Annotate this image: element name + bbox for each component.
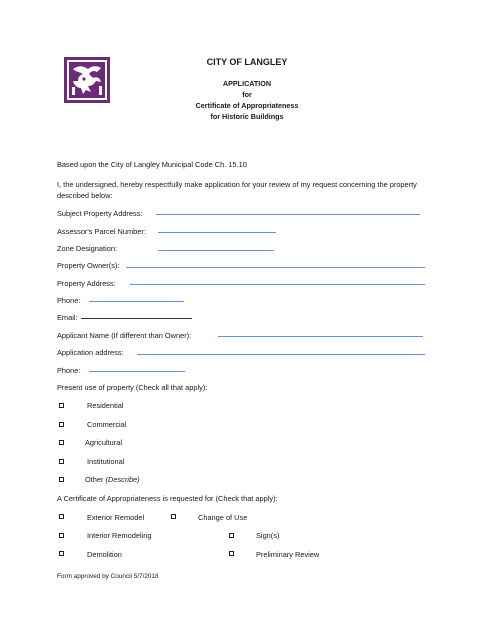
- exterior-remodel-label: Exterior Remodel: [87, 513, 145, 522]
- applicant-name-label: Applicant Name (If different than Owner):: [57, 331, 192, 340]
- residential-checkbox[interactable]: [59, 403, 64, 408]
- other-checkbox[interactable]: [59, 477, 64, 482]
- phone-label: Phone:: [57, 296, 81, 305]
- application-address-label: Application address:: [57, 348, 124, 357]
- phone-field[interactable]: [89, 301, 184, 302]
- phone2-label: Phone:: [57, 366, 81, 375]
- signs-checkbox[interactable]: [229, 533, 234, 538]
- institutional-checkbox[interactable]: [59, 459, 64, 464]
- preliminary-review-label: Preliminary Review: [256, 550, 320, 559]
- property-address-field[interactable]: [130, 284, 425, 285]
- subject-address-field[interactable]: [156, 214, 420, 215]
- applicant-name-field[interactable]: [218, 336, 423, 337]
- zone-label: Zone Designation:: [57, 244, 117, 253]
- parcel-number-field[interactable]: [158, 232, 276, 233]
- signs-label: Sign(s): [256, 531, 280, 540]
- historic-title: for Historic Buildings: [210, 112, 284, 121]
- city-seal-logo: [64, 57, 110, 103]
- interior-remodeling-label: Interior Remodeling: [87, 531, 152, 540]
- application-statement: I, the undersigned, hereby respectfully make application for your review of my request concerning the property described below:: [57, 180, 417, 200]
- for-text: for: [242, 90, 252, 99]
- certificate-title: Certificate of Appropriateness: [195, 101, 299, 110]
- agricultural-checkbox[interactable]: [59, 440, 64, 445]
- zone-field[interactable]: [158, 250, 274, 251]
- email-label: Email:: [57, 313, 78, 322]
- demolition-checkbox[interactable]: [59, 551, 64, 556]
- owners-field[interactable]: [126, 267, 425, 268]
- residential-label: Residential: [87, 401, 124, 410]
- commercial-checkbox[interactable]: [59, 422, 64, 427]
- subject-address-label: Subject Property Address:: [57, 209, 143, 218]
- preliminary-review-checkbox[interactable]: [229, 551, 234, 556]
- email-field[interactable]: [81, 318, 192, 319]
- interior-remodeling-checkbox[interactable]: [59, 533, 64, 538]
- parcel-number-label: Assessor's Parcel Number:: [57, 227, 146, 236]
- owners-label: Property Owner(s):: [57, 261, 120, 270]
- change-of-use-checkbox[interactable]: [171, 514, 176, 519]
- exterior-remodel-checkbox[interactable]: [59, 514, 64, 519]
- change-of-use-label: Change of Use: [198, 513, 248, 522]
- agricultural-label: Agricultural: [85, 438, 122, 447]
- application-address-field[interactable]: [137, 354, 425, 355]
- other-describe: (Describe): [105, 475, 140, 484]
- present-use-heading: Present use of property (Check all that apply):: [57, 383, 208, 392]
- property-address-label: Property Address:: [57, 279, 116, 288]
- commercial-label: Commercial: [87, 420, 127, 429]
- form-approval-footer: Form approved by Council 5/7/2018: [57, 573, 159, 580]
- other-text: Other: [85, 475, 104, 484]
- demolition-label: Demolition: [87, 550, 122, 559]
- city-title: CITY OF LANGLEY: [206, 57, 288, 67]
- code-reference: Based upon the City of Langley Municipal Code Ch. 15.10: [57, 160, 247, 169]
- phone2-field[interactable]: [89, 371, 185, 372]
- other-label: [85, 475, 140, 484]
- institutional-label: Institutional: [87, 457, 125, 466]
- requested-heading: A Certificate of Appropriateness is requested for (Check that apply):: [57, 494, 278, 503]
- application-title: APPLICATION: [222, 79, 272, 88]
